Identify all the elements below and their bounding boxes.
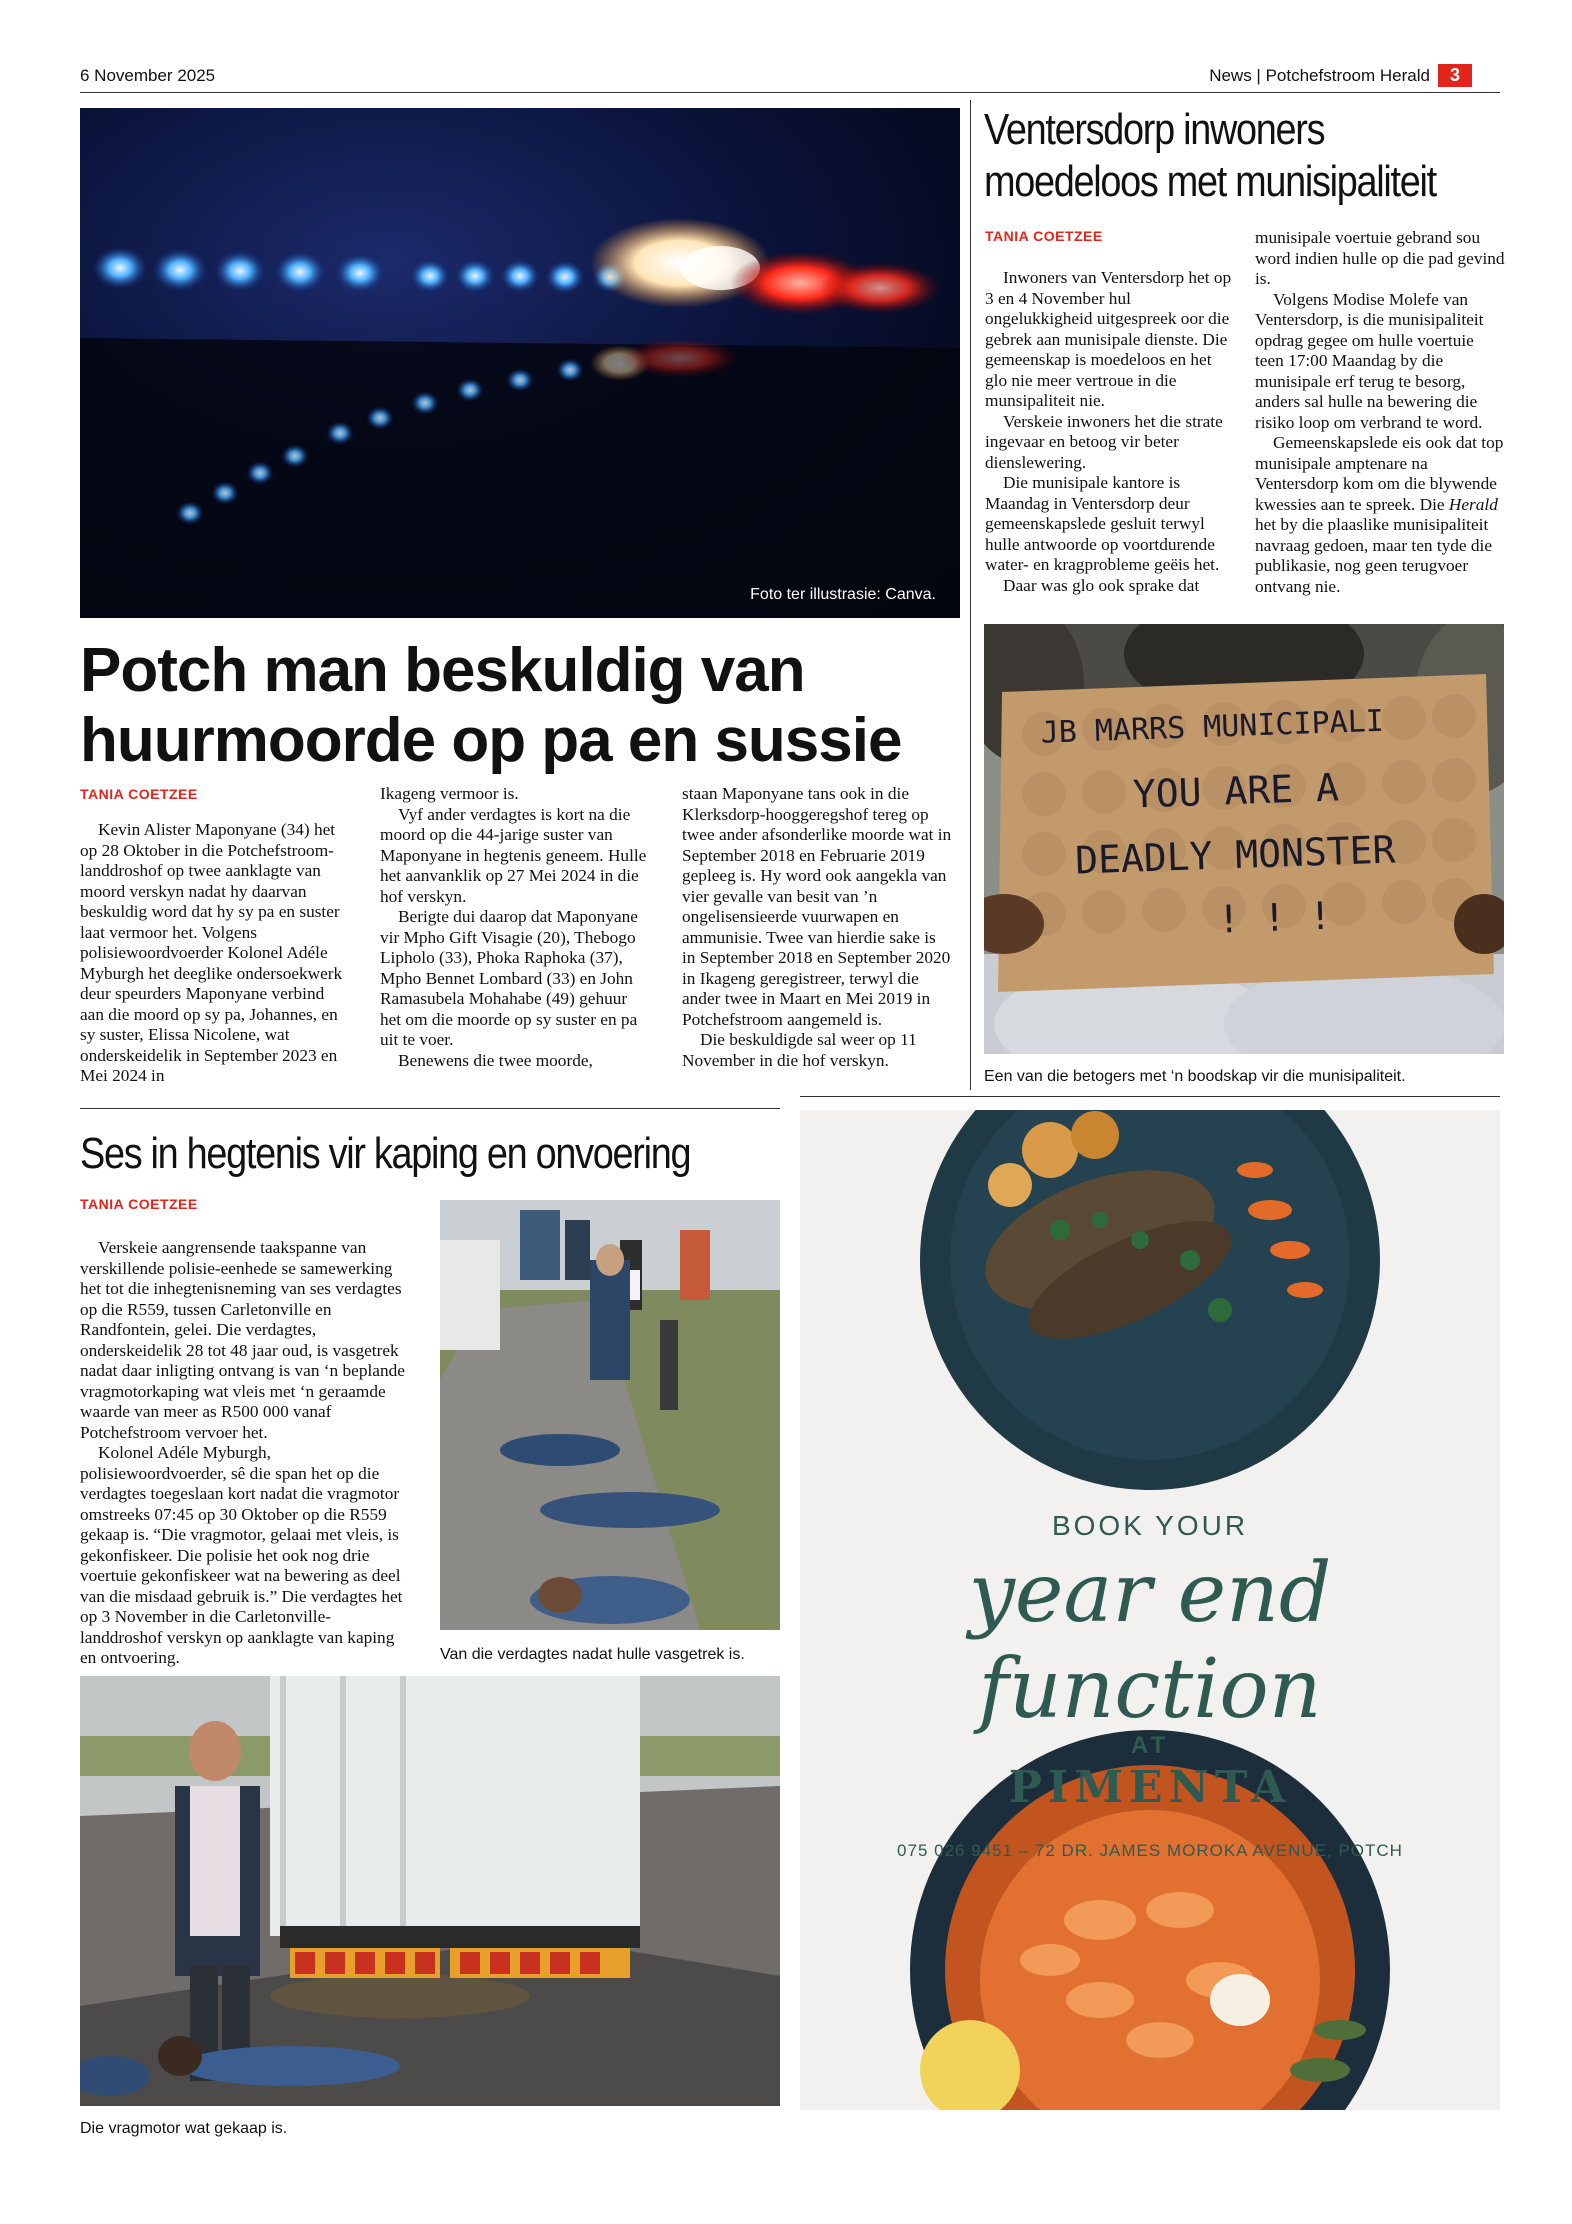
paragraph: Kolonel Adéle Myburgh, polisiewoordvoerder, sê die span het op die verdagtes toegeslaan kort nadat die vragmotor omstreeks 07:45 op 30 Oktober op die R559 gekaap is. “Die vragmotor, gelaai met vleis, is gekonfiskeer. Die polisie het ook nog drie voertuie gekonfiskeer wat na bewering as deel van die misdaad gebruik is.” Die verdagtes het op 3 November in die Carletonville-landdroshof verskyn op aanklagte van kaping en ontvoering.: [80, 1443, 403, 1667]
ventersdorp-headline: [984, 104, 1448, 208]
text-span: het by die plaaslike munisipaliteit navraag gedoen, maar ten tyde die publikasie, nog geen terugvoer ontvang nie.: [1255, 515, 1493, 596]
section-title: News | Potchefstroom Herald: [1209, 65, 1430, 85]
advert-book-your: BOOK YOUR: [1051, 1510, 1249, 1541]
ventersdorp-headline-line1: Ventersdorp inwoners: [984, 105, 1325, 154]
column-divider: [970, 100, 971, 1090]
paragraph: [1255, 433, 1505, 597]
paragraph: Die beskuldigde sal weer op 11 November in die hof verskyn.: [682, 1030, 917, 1070]
truck-photo: [80, 1676, 780, 2106]
sign-line-3: DEADLY MONSTER: [1074, 827, 1397, 883]
sign-line-4: ! ! !: [1216, 893, 1333, 942]
sign-line-1: JB MARRS MUNICIPALI: [1040, 703, 1385, 751]
pimenta-advert: [800, 1110, 1500, 2110]
advert-year-end-function: year end function: [968, 1546, 1332, 1737]
main-headline: [80, 636, 970, 776]
paragraph: Die munisipale kantore is Maandag in Ventersdorp deur gemeenskapslede gesluit terwyl hulle antwoorde op voortdurende water- en kragprobleme geëis het.: [985, 473, 1220, 574]
truck-photo-caption: Die vragmotor wat gekaap is.: [80, 2120, 288, 2137]
hijack-headline: Ses in hegtenis vir kaping en onvoering: [80, 1129, 691, 1178]
advert-brand: PIMENTA: [1008, 1762, 1292, 1813]
ventersdorp-headline-line2: moedeloos met munisipaliteit: [984, 157, 1436, 206]
paragraph: Berigte dui daarop dat Maponyane vir Mpho Gift Visagie (20), Thebogo Lipholo (33), Phoka Raphoka (37), Mpho Bennet Lombard (33) en John Ramasubela Mohahabe (49) gehuur het om die moorde op sy suster en pa uit te voer.: [380, 907, 638, 1049]
main-headline-line2: huurmoorde op pa en sussie: [80, 706, 902, 775]
paragraph: Inwoners van Ventersdorp het op 3 en 4 November hul ongelukkigheid uitgespreek oor die gebrek aan munisipale dienste. Die gemeenskap is moedeloos en het glo nie meer vertroue in die munsipaliteit nie.: [985, 268, 1232, 410]
paragraph: Verskeie inwoners het die strate ingevaar en betoog vir beter dienslewering.: [985, 411, 1223, 472]
main-headline-line1: Potch man beskuldig van: [80, 636, 805, 705]
ventersdorp-column-2: [1255, 228, 1505, 597]
paragraph: Daar was glo ook sprake dat: [1003, 575, 1200, 595]
main-byline: TANIA COETZEE: [80, 786, 198, 802]
page-number: 3: [1438, 64, 1472, 87]
paragraph: staan Maponyane tans ook in die Klerksdorp-hooggeregshof tereg op twee ander afsonderlike moorde wat in September 2018 en Februarie 2019 gepleeg is. Hy word ook aangekla van vier gevalle van besit van ’n ongelisensieerde vuurwapen en ammunisie. Twee van hierdie sake is in September 2018 en September 2020 in Ikageng geregistreer, terwyl die ander twee in Maart en Mei 2019 in Potchefstroom aangemeld is.: [682, 784, 952, 1029]
photo-credit: Foto ter illustrasie: Canva.: [750, 586, 936, 603]
text-span: Gemeenskapslede eis ook dat top munisipale amptenare na Ventersdorp kom om die blywende kwessies aan te spreek. Die: [1255, 433, 1504, 514]
advert-text: [800, 1510, 1500, 1861]
section-header: [1209, 64, 1472, 87]
advert-contact: 075 026 9451 – 72 DR. JAMES MOROKA AVENUE, POTCH: [897, 1841, 1403, 1860]
paragraph: Kevin Alister Maponyane (34) het op 28 Oktober in die Potchefstroom-landdroshof op twee aanklagte van moord verskyn nadat hy daarvan beskuldig word dat hy sy pa en suster laat vermoor het. Volgens polisiewoordvoerder Kolonel Adéle Myburgh het deeglike ondersoekwerk deur speurders Maponyane verbind aan die moord op sy pa, Johannes, en sy suster, Elissa Nicolene, wat onderskeidelik in September 2023 en Mei 2024 in: [80, 820, 343, 1085]
arrest-photo-caption: Van die verdagtes nadat hulle vasgetrek is.: [440, 1646, 745, 1663]
paragraph: Volgens Modise Molefe van Ventersdorp, is die munisipaliteit opdrag gegee om hulle voertuie teen 17:00 Maandag by die munisipale erf terug te besorg, anders sal hulle na bewering die risiko loop om verbrand te word.: [1255, 289, 1484, 432]
advert-at: AT: [1130, 1732, 1170, 1759]
paragraph: munisipale voertuie gebrand sou word indien hulle op die pad gevind is.: [1255, 228, 1505, 288]
ventersdorp-byline: TANIA COETZEE: [985, 228, 1103, 244]
truck-illustration: [80, 1676, 780, 2106]
ventersdorp-column-1: [985, 256, 1235, 596]
main-column-3: [682, 784, 952, 1071]
paragraph: Benewens die twee moorde,: [398, 1050, 593, 1070]
police-lights-illustration: [80, 108, 960, 618]
section-rule: [800, 1096, 1500, 1097]
paragraph: Verskeie aangrensende taakspanne van verskillende polisie-eenhede se samewerking het tot die inhegtenisneming van ses verdagtes op die R559, tussen Carletonville en Randfontein, gelei. Die verdagtes, onderskeidelik 28 tot 48 jaar oud, is vasgetrek nadat daar inligting ontvang is van ‘n beplande vragmotorkaping wat vleis met ‘n geraamde waarde van meer as R500 000 vanaf Potchefstroom vervoer het.: [80, 1238, 405, 1442]
issue-date: 6 November 2025: [80, 66, 216, 85]
hijack-byline: TANIA COETZEE: [80, 1196, 198, 1212]
section-rule: [80, 1108, 780, 1109]
protest-photo: [984, 624, 1504, 1054]
sign-line-2: YOU ARE A: [1132, 765, 1340, 817]
arrest-photo: [440, 1200, 780, 1630]
main-column-2: [380, 784, 648, 1071]
protest-sign-text: [1040, 686, 1489, 957]
newspaper-name: Herald: [1448, 494, 1498, 514]
arrest-illustration: [440, 1200, 780, 1630]
police-lights-photo: [80, 108, 960, 618]
main-column-1: [80, 808, 344, 1087]
header-rule: [80, 92, 1500, 93]
paragraph: Ikageng vermoor is.: [380, 784, 519, 803]
protest-photo-caption: Een van die betogers met ‘n boodskap vir die munisipaliteit.: [984, 1068, 1406, 1085]
paragraph: Vyf ander verdagtes is kort na die moord op die 44-jarige suster van Maponyane in hegtenis geneem. Hulle het aanvanklik op 27 Mei 2024 in die hof verskyn.: [380, 804, 647, 906]
hijack-column-1: [80, 1226, 410, 1669]
